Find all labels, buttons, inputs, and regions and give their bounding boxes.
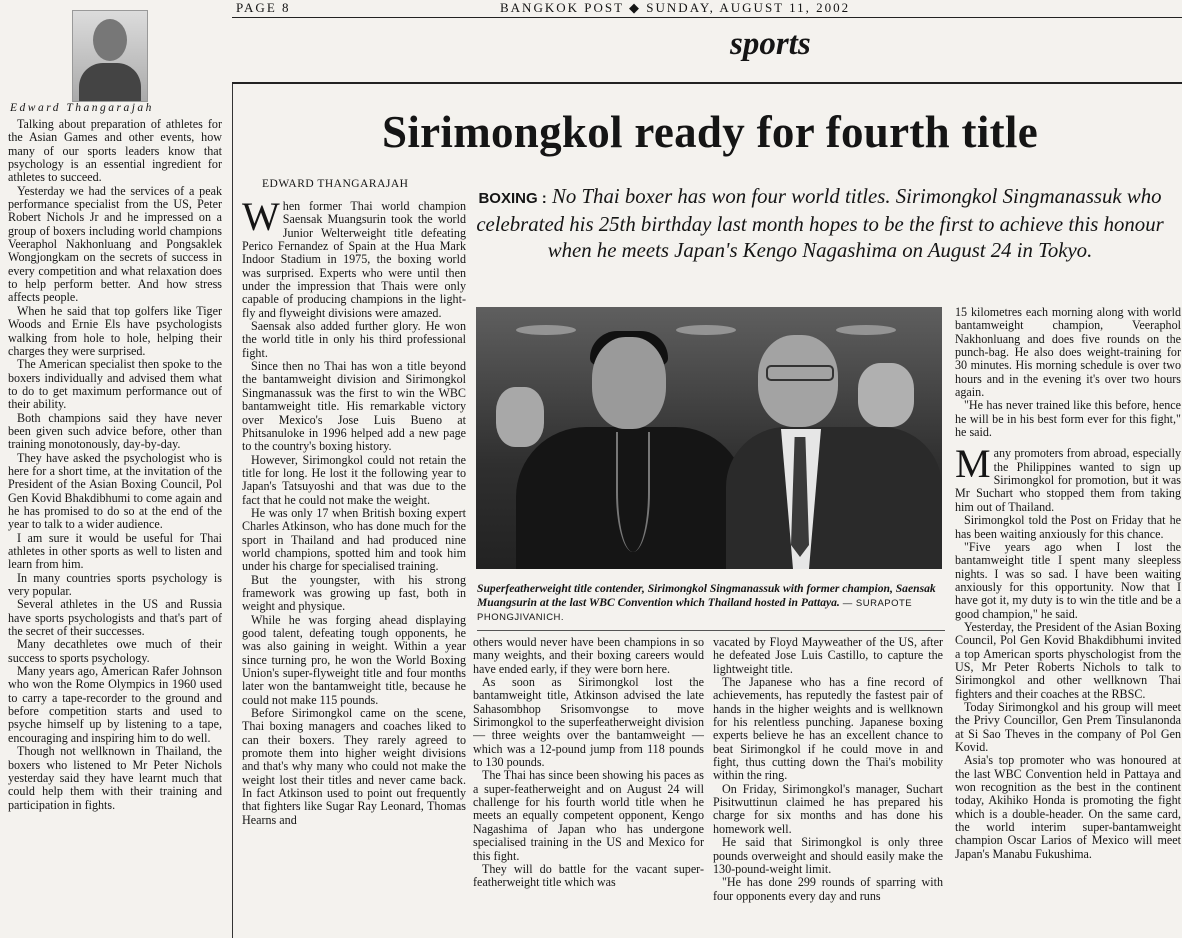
article-paragraph: He was only 17 when British boxing expert Charles Atkinson, who has done much for the sport in Thailand and had produced nine world champions, spotted him and took him under his charge for specialised training. [242,505,466,574]
article-byline: EDWARD THANGARAJAH [262,178,409,190]
article-paragraph: vacated by Floyd Mayweather of the US, after he defeated Jose Luis Castillo, to capture the lightweight title. [713,636,943,676]
boxers-photo-icon [476,307,942,569]
columnist-paragraph: They have asked the psychologist who is here for a short time, at the invitation of the President of the Asian Boxing Council, Pol Gen Kovid Bhakdibhumi to come again and he has promised to do so at the end of the year to talk to a wider audience. [8,450,222,532]
article-paragraph: "He has never trained like this before, hence he will be in his best form ever for this fight," he said. [955,398,1181,440]
headline: Sirimongkol ready for fourth title [382,107,1038,157]
columnist-paragraph: Both champions said they have never been given such advice before, other than training monotonously, day-by-day. [8,410,222,452]
photo-credit: — SURAPOTE PHONGJIVANICH. [477,597,913,624]
article-paragraph: Since then no Thai has won a title beyond the bantamweight division and Sirimongkol Singmanassuk was the first to win the WBC bantamweight title. His remarkable victory over Mexico's Jose Luis Bueno at Phitsanuloke in 1996 helped add a new page to the country's boxing history. [242,359,466,454]
columnist-paragraph: I am sure it would be useful for Thai athletes in other sports as well to listen and learn from him. [8,530,222,572]
columnist-portrait-icon [72,10,148,102]
article-lead-text: hen former Thai world champion Saensak Muangsurin took the world Junior Welterweight title defeating Perico Fernandez of Spain at the Hua Mark Indoor Stadium in 1975, the boxing world was surprised. Experts who were until then under the impression that Thais were only capable of producing champions in the light-fly and flyweight divisions were amazed. [242,200,466,320]
article-paragraph: While he was forging ahead displaying good talent, defeating tough opponents, he was also gaining in weight. Within a year since turning pro, he won the World Boxing Union's super-flyweight title and four months later won the bantamweight title, because he could not make 115 pounds. [242,612,466,707]
masthead: BANGKOK POST ◆ SUNDAY, AUGUST 11, 2002 [500,0,851,15]
columnist-paragraph: Many decathletes owe much of their success to sports psychology. [8,637,222,665]
article-paragraph: Sirimongkol told the Post on Friday that he has been waiting anxiously for this chance. [955,513,1181,541]
deck-text: No Thai boxer has won four world titles. Sirimongkol Singmanassuk who celebrated his 25th birthday last month hopes to be the first to achieve this honour when he meets Japan's Kengo Nagashima on August 24 in Tokyo. [476,185,1164,262]
columnist-paragraph: Several athletes in the US and Russia have sports psychologists and that's part of the secret of their successes. [8,597,222,639]
columnist-paragraph: Talking about preparation of athletes for the Asian Games and other events, how many of our sports leaders know that psychology is an essential ingredient for athletes to succeed. [8,118,222,185]
deck-label: BOXING : [478,190,547,207]
drop-cap: W [242,200,280,239]
article-paragraph: "He has done 299 rounds of sparring with four opponents every day and runs [713,875,943,903]
article-paragraph: Before Sirimongkol came on the scene, Thai boxing managers and coaches liked to can their boxers. They rarely agreed to promote them into higher weight divisions and that's why many who could not make the weight lost their titles and never came back. In fact Atkinson used to point out frequently that fighters like Sugar Ray Leonard, Thomas Hearns and [242,706,466,827]
article-paragraph: On Friday, Sirimongkol's manager, Suchart Pisitwuttinun claimed he has prepared his charge for six months and has done his homework well. [713,781,943,836]
photo-caption [477,582,945,625]
article-column-2 [473,636,704,938]
columnist-name: Edward Thangarajah [10,102,154,114]
article-paragraph: They will do battle for the vacant super-featherweight title which was [473,861,704,890]
article-paragraph: Asia's top promoter who was honoured at the last WBC Convention held in Pattaya and won recognition as the best in the continent today, Akihiko Honda is promoting the fight which is a double-header. On the same card, the world interim super-bantamweight champion Oscar Larios of Mexico will meet Japan's Manabu Fukushima. [955,753,1181,861]
article-paragraph: "Five years ago when I lost the bantamweight title I spent many sleepless nights. I was so sad. I have been waiting anxiously for this opportunity. Now that I have got it, my duty is to win the title and be a good champion," he said. [955,539,1181,621]
article-paragraph: Saensak also added further glory. He won the world title in only his third professional fight. [242,319,466,360]
columnist-paragraph: In many countries sports psychology is very popular. [8,570,222,599]
article-paragraph: He said that Sirimongkol is only three pounds overweight and should easily make the 130-pound-weight limit. [713,835,943,876]
article-column-1 [242,200,466,938]
article-paragraph: The Japanese who has a fine record of achievements, has reputedly the fastest pair of hands in the higher weights and is wellknown for his relentless punching. Japanese boxing experts believe he has an excellent chance to beat Sirimongkol if he could move in and fight, thus cutting down the Thai's mobility within the ring. [713,675,943,783]
article-paragraph: others would never have been champions in so many weights, and their boxing careers would have ended early, if they were born here. [473,636,704,676]
article-column-4 [955,306,1181,938]
caption-text: Superfeatherweight title contender, Sirimongkol Singmanassuk with former champion, Saensak Muangsurin at the last WBC Convention which Thailand hosted in Pattaya. [477,582,936,609]
columnist-paragraph: Though not wellknown in Thailand, the boxers who listened to Mr Peter Nichols yesterday said they have learnt much that could help them with their training and participation in fights. [8,744,222,812]
article-paragraph: Today Sirimongkol and his group will meet the Privy Councillor, Gen Prem Tinsulanonda at Si Sao Theves in the company of Pol Gen Kovid. [955,699,1181,754]
article-paragraph: Yesterday, the President of the Asian Boxing Council, Pol Gen Kovid Bhakdibhumi invited a top American sports physchologist from the US, Mr Peter Roberts Nichols to talk to Sirimongkol and other wellknown Thai fighters and their coaches at the RBSC. [955,619,1181,701]
article-paragraph: But the youngster, with his strong framework was growing up fast, both in weight and physique. [242,572,466,614]
article-subsection-text: any promoters from abroad, especially the Philippines wanted to sign up Sirimongkol for promotion, but it was Mr Suchart who stopped them from taking him out of Thailand. [955,446,1181,514]
top-rule [232,17,1182,18]
article-paragraph [242,200,466,320]
article-deck [470,184,1170,264]
article-paragraph: However, Sirimongkol could not retain the title for long. He lost it the following year to Japan's Tatsuyoshi and that was due to the fact that he could not make the weight. [242,452,466,507]
article-column-3 [713,636,943,938]
column-rule [232,84,233,938]
section-label: sports [730,26,811,62]
article-paragraph: 15 kilometres each morning along with world bantamweight champion, Veeraphol Nakhonluang and does five rounds on the punch-bag. He also does weight-training for 30 minutes. His morning schedule is over two hours and in the evening it's over two hours again. [955,306,1181,400]
article-paragraph [955,441,1181,514]
columnist-paragraph: Many years ago, American Rafer Johnson who won the Rome Olympics in 1960 used to carry a tape-recorder to the ground and before competition starts and used to psyche himself up by listening to a tape, encouraging and inspiring him to do well. [8,664,222,745]
columnist-paragraph: Yesterday we had the services of a peak performance specialist from the US, Peter Robert Nichols Jr and he impressed on a group of boxers including world champions Veeraphol Nakhonluang and Pongsaklek Wongjongkam on the secrets of success in every competition and what relaxation does to help perform better. And how stress affects people. [8,183,222,305]
page-label: PAGE 8 [236,0,291,15]
columnist-paragraph: The American specialist then spoke to the boxers individually and advised them what to do to get maximum performance out of their ability. [8,357,222,412]
columnist-column [8,118,222,938]
columnist-paragraph: When he said that top golfers like Tiger Woods and Ernie Els have psychologists walking from hole to hole, helping their charges they were surprised. [8,303,222,358]
section-rule [232,82,1182,84]
article-paragraph: The Thai has since been showing his paces as a super-featherweight and on August 24 will challenge for his fourth world title when he meets an equally competent opponent, Kengo Nagashima of Japan who has undergone specialised training in the US and Mexico for this fight. [473,768,704,863]
caption-rule [477,630,945,631]
drop-cap: M [955,441,991,487]
article-paragraph: As soon as Sirimongkol lost the bantamweight title, Atkinson advised the late Sahasombhop Srisomvongse to move Sirimongkol to the superfeatherweight division — three weights over the bantamweight — which was a 12-pound jump from 118 pounds to 130 pounds. [473,675,704,770]
